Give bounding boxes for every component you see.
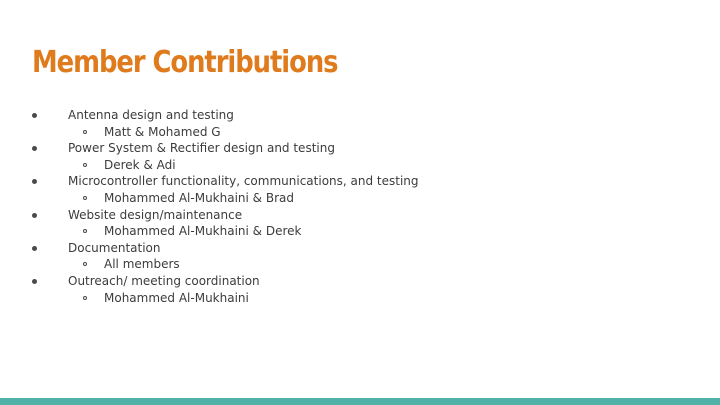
list-item [30, 140, 670, 173]
list-item [30, 207, 670, 240]
item-members: All members [104, 257, 180, 272]
hollow-bullet-icon [83, 296, 87, 300]
slide-title: Member Contributions [32, 45, 338, 80]
item-members: Matt & Mohamed G [104, 124, 221, 139]
item-label: Microcontroller functionality, communications, and testing [68, 174, 419, 189]
hollow-bullet-icon [83, 163, 87, 167]
bottom-accent-bar [0, 398, 720, 405]
list-item [30, 240, 670, 273]
list-item [30, 173, 670, 206]
item-label: Power System & Rectifier design and testing [68, 141, 335, 156]
hollow-bullet-icon [83, 229, 87, 233]
hollow-bullet-icon [83, 262, 87, 266]
item-members: Mohammed Al-Mukhaini [104, 290, 249, 305]
bullet-icon [32, 213, 37, 218]
bullet-icon [32, 279, 37, 284]
list-item [30, 107, 670, 140]
bullet-icon [32, 179, 37, 184]
item-members: Mohammed Al-Mukhaini & Derek [104, 224, 302, 239]
item-label: Website design/maintenance [68, 207, 243, 222]
list-item [30, 273, 670, 306]
item-members: Derek & Adi [104, 157, 176, 172]
item-label: Outreach/ meeting coordination [68, 273, 260, 288]
item-label: Documentation [68, 240, 161, 255]
bullet-icon [32, 146, 37, 151]
bullet-list [30, 107, 670, 306]
hollow-bullet-icon [83, 196, 87, 200]
bullet-icon [32, 246, 37, 251]
hollow-bullet-icon [83, 130, 87, 134]
item-members: Mohammed Al-Mukhaini & Brad [104, 190, 294, 205]
bullet-icon [32, 113, 37, 118]
item-label: Antenna design and testing [68, 108, 234, 122]
